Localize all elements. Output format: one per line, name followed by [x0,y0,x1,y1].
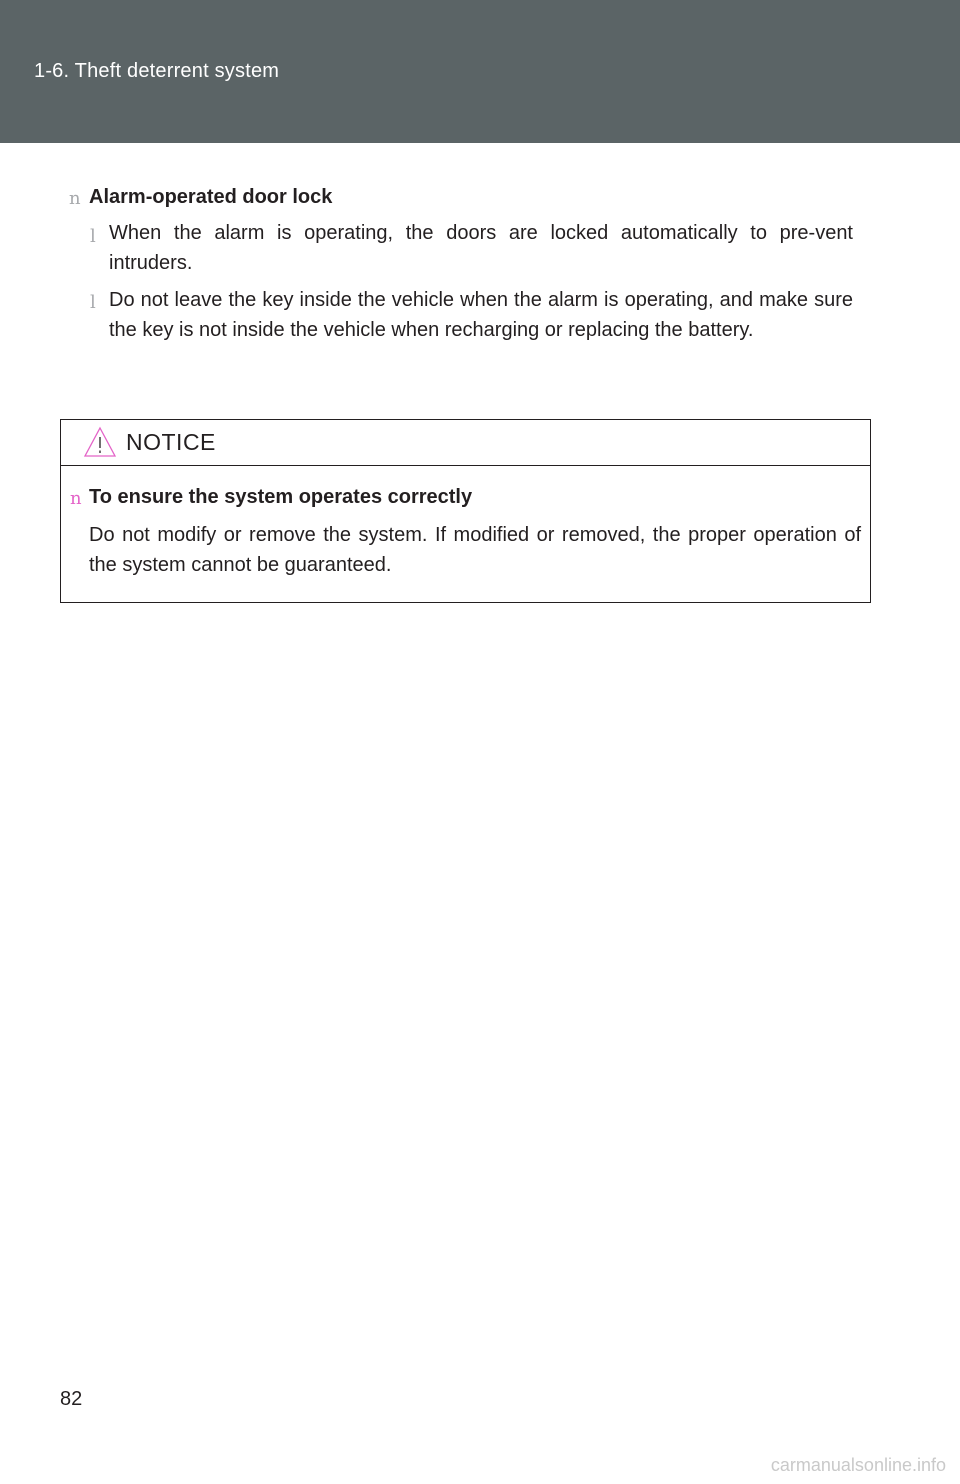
notice-box [60,419,871,603]
notice-bullet: n [70,488,82,509]
list-bullet: l [90,292,96,313]
notice-divider [61,465,870,466]
section-heading: Alarm-operated door lock [89,186,333,208]
page-number: 82 [60,1388,83,1410]
notice-heading: To ensure the system operates correctly [89,486,473,508]
notice-text: Do not modify or remove the system. If modified or removed, the proper operation of the system cannot be guaranteed. [89,524,861,576]
section-bullet: n [69,188,81,209]
list-item: When the alarm is operating, the doors are locked automatically to pre-vent intruders. [109,222,853,274]
watermark: carmanualsonline.info [770,1455,946,1475]
warning-triangle-icon [83,426,117,458]
notice-title: NOTICE [126,429,216,455]
list-item: Do not leave the key inside the vehicle when the alarm is operating, and make sure the key is not inside the vehicle when recharging or replacing the battery. [109,289,853,341]
section-title: 1-6. Theft deterrent system [34,60,280,82]
list-bullet: l [90,226,96,247]
header-band [0,0,960,143]
